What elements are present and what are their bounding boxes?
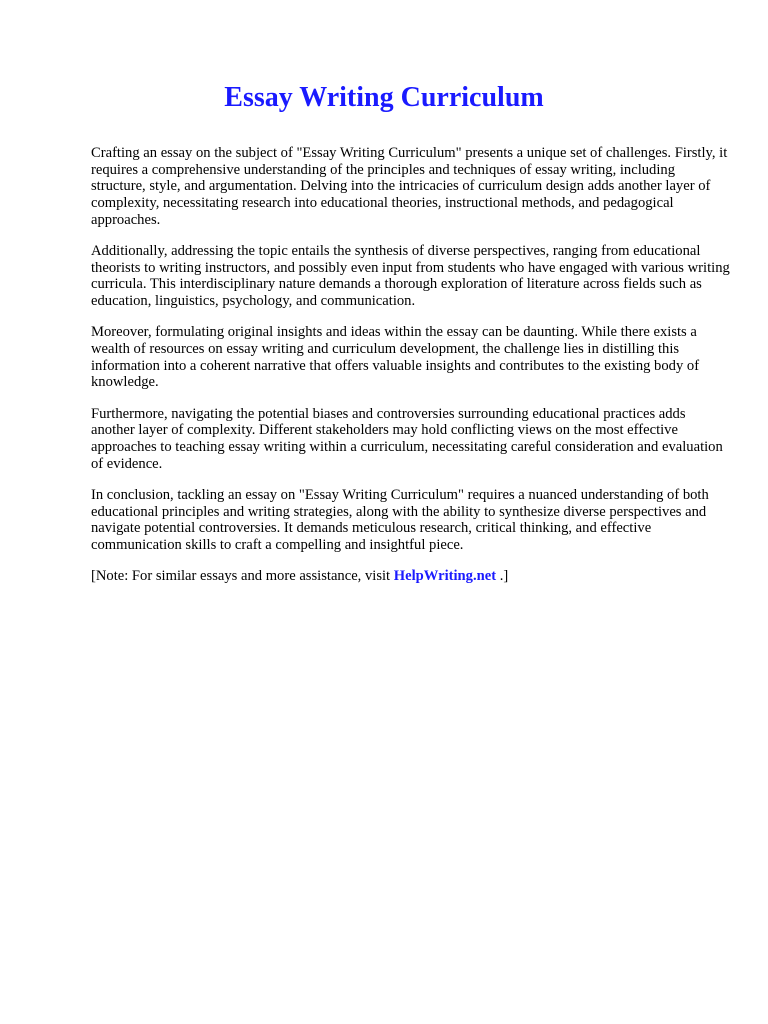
paragraph-insights: Moreover, formulating original insights and ideas within the essay can be daunting. While there exists a wealth of resources on essay writing and curriculum development, the challenge lies in distilling this information into a coherent narrative that offers valuable insights and contributes to the existing body of knowledge. bbox=[91, 324, 700, 391]
paragraph-controversies: Furthermore, navigating the potential biases and controversies surrounding educational practices adds another layer of complexity. Different stakeholders may hold conflicting views on the most effective approaches to teaching essay writing within a curriculum, necessitating careful consideration and evaluation of evidence. bbox=[91, 405, 723, 472]
document-body bbox=[91, 145, 730, 585]
paragraph-perspectives: Additionally, addressing the topic entails the synthesis of diverse perspectives, ranging from educational theorists to writing instructors, and possibly even input from students who have engaged with various writing curricula. This interdisciplinary nature demands a thorough exploration of literature across fields such as education, linguistics, psychology, and communication. bbox=[91, 243, 730, 310]
document-title: Essay Writing Curriculum bbox=[224, 82, 544, 113]
note-prefix: [Note: For similar essays and more assistance, visit bbox=[91, 568, 394, 585]
helpwriting-link[interactable]: HelpWriting.net bbox=[393, 568, 497, 585]
note-line bbox=[91, 568, 726, 585]
paragraph-intro: Crafting an essay on the subject of "Essay Writing Curriculum" presents a unique set of challenges. Firstly, it requires a comprehensive understanding of the principles and techniques of essay writing, including structure, style, and argumentation. Delving into the intricacies of curriculum design adds another layer of complexity, necessitating research into educational theories, instructional methods, and pedagogical approaches. bbox=[91, 145, 728, 228]
paragraph-conclusion: In conclusion, tackling an essay on "Essay Writing Curriculum" requires a nuanced understanding of both educational principles and writing strategies, along with the ability to synthesize diverse perspectives and navigate potential controversies. It demands meticulous research, critical thinking, and effective communication skills to craft a compelling and insightful piece. bbox=[91, 486, 709, 554]
note-suffix: .] bbox=[496, 568, 509, 585]
